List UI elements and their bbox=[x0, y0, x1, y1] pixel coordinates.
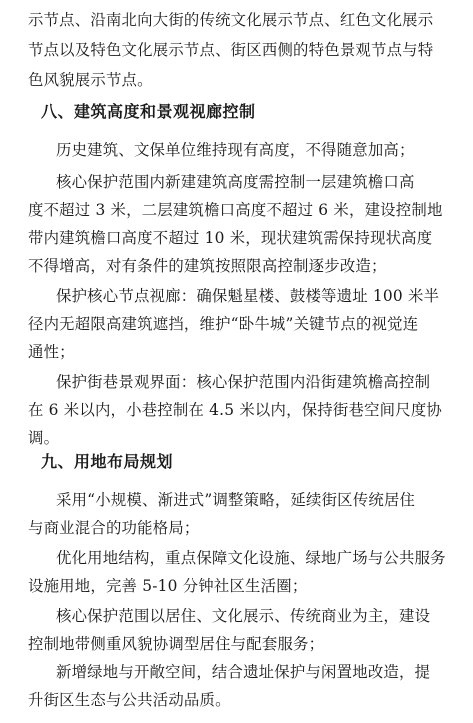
s8-p4-line-1: 保护街巷景观界面：核心保护范围内沿街建筑檐高控制 bbox=[56, 373, 431, 391]
s9-p3-line-1: 核心保护范围以居住、文化展示、传统商业为主，建设 bbox=[56, 607, 431, 625]
intro-line-3: 色风貌展示节点。 bbox=[28, 71, 153, 89]
s8-p2-line-3: 带内建筑檐口高度不超过 10 米，现状建筑需保持现状高度 bbox=[28, 229, 433, 247]
section-9-heading: 九、用地布局规划 bbox=[41, 452, 174, 471]
s8-p3-line-2: 径内无超限高建筑遮挡，维护“卧牛城”关键节点的视觉连 bbox=[28, 315, 419, 333]
s9-p4-line-2: 升街区生态与公共活动品质。 bbox=[28, 691, 231, 709]
s8-p2-line-4: 不得增高，对有条件的建筑按照限高控制逐步改造； bbox=[28, 257, 387, 275]
s9-p4-line-1: 新增绿地与开敞空间，结合遗址保护与闲置地改造，提 bbox=[56, 663, 431, 681]
intro-line-1: 示节点、沿南北向大街的传统文化展示节点、红色文化展示 bbox=[28, 11, 434, 29]
s9-p2-line-1: 优化用地结构，重点保障文化设施、绿地广场与公共服务 bbox=[56, 549, 446, 567]
s8-p1-line-1: 历史建筑、文保单位维持现有高度，不得随意加高； bbox=[56, 141, 415, 159]
s9-p3-line-2: 控制地带侧重风貌协调型居住与配套服务； bbox=[28, 635, 325, 653]
s8-p4-line-3: 调。 bbox=[28, 429, 60, 447]
section-8-heading: 八、建筑高度和景观视廊控制 bbox=[41, 102, 256, 121]
s8-p2-line-2: 度不超过 3 米，二层建筑檐口高度不超过 6 米，建设控制地 bbox=[28, 201, 443, 219]
s8-p4-line-2: 在 6 米以内，小巷控制在 4.5 米以内，保持街巷空间尺度协 bbox=[28, 401, 443, 419]
intro-line-2: 节点以及特色文化展示节点、街区西侧的特色景观节点与特 bbox=[28, 41, 434, 59]
s8-p3-line-1: 保护核心节点视廊：确保魁星楼、鼓楼等遗址 100 米半 bbox=[56, 287, 440, 305]
s9-p2-line-2: 设施用地，完善 5-10 分钟社区生活圈； bbox=[28, 577, 308, 595]
s9-p1-line-2: 与商业混合的功能格局； bbox=[28, 519, 200, 537]
s8-p3-line-3: 通性； bbox=[28, 343, 75, 361]
s8-p2-line-1: 核心保护范围内新建建筑高度需控制一层建筑檐口高 bbox=[56, 173, 415, 191]
s9-p1-line-1: 采用“小规模、渐进式”调整策略，延续街区传统居住 bbox=[56, 491, 416, 509]
